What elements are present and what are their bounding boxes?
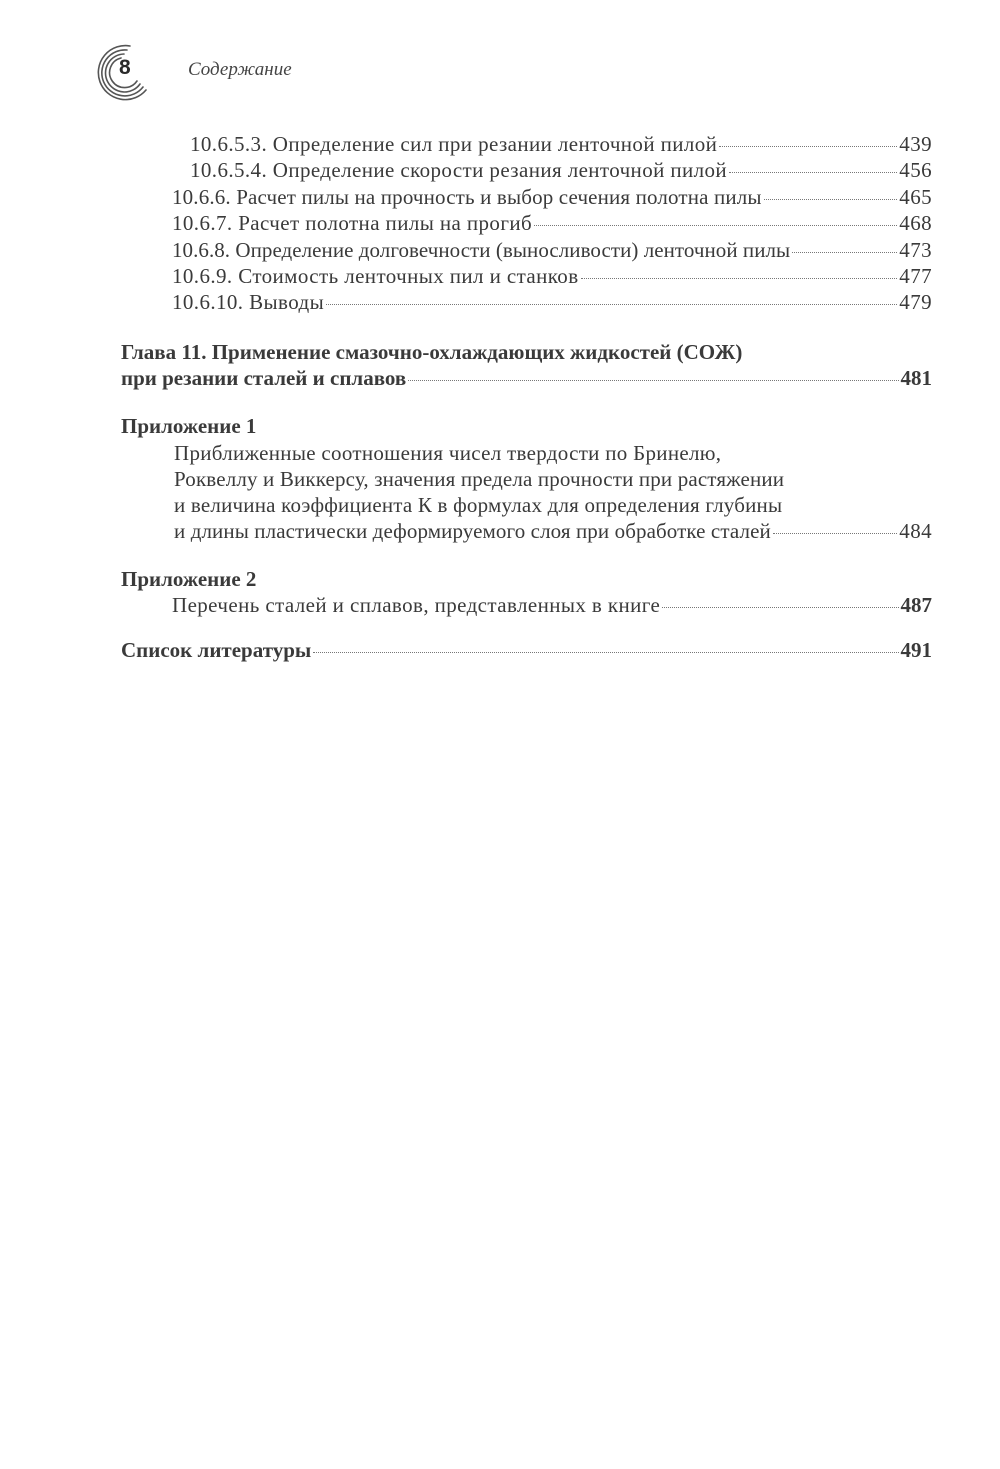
toc-entry-title: 10.6.7. Расчет полотна пилы на прогиб bbox=[172, 211, 533, 235]
toc-entry[interactable] bbox=[172, 184, 932, 210]
dot-leader bbox=[326, 304, 897, 305]
toc-entry-page: 465 bbox=[899, 185, 932, 209]
toc-entry[interactable] bbox=[172, 263, 932, 289]
toc-entry-page: 439 bbox=[899, 132, 932, 156]
appendix-text-line: и величина коэффициента К в формулах для определения глубины bbox=[174, 493, 783, 517]
dot-leader bbox=[773, 533, 897, 534]
toc-entry-page: 456 bbox=[899, 158, 932, 182]
toc-entry[interactable] bbox=[172, 210, 932, 236]
toc-entry[interactable] bbox=[172, 237, 932, 263]
toc-entry-page: 484 bbox=[899, 519, 932, 543]
toc-entry-title: 10.6.9. Стоимость ленточных пил и станков bbox=[172, 264, 579, 288]
toc-entry[interactable] bbox=[190, 131, 932, 157]
toc-entry-title: 10.6.8. Определение долговечности (выносливости) ленточной пилы bbox=[172, 238, 791, 262]
dot-leader bbox=[581, 278, 898, 279]
dot-leader bbox=[534, 225, 897, 226]
dot-leader bbox=[764, 199, 898, 200]
toc-entry-page: 473 bbox=[899, 238, 932, 262]
references-entry[interactable] bbox=[121, 637, 932, 663]
dot-leader bbox=[408, 380, 898, 381]
toc-entry-title: и длины пластически деформируемого слоя при обработке сталей bbox=[174, 519, 771, 543]
toc-entry-title: Перечень сталей и сплавов, представленных в книге bbox=[172, 593, 661, 617]
appendix-heading[interactable]: Приложение 1 bbox=[121, 414, 257, 438]
chapter-heading-continued[interactable] bbox=[121, 365, 932, 391]
toc-entry-page: 479 bbox=[899, 290, 932, 314]
toc-entry-page: 491 bbox=[900, 638, 932, 662]
toc-entry-page: 468 bbox=[899, 211, 932, 235]
appendix-heading[interactable]: Приложение 2 bbox=[121, 567, 257, 591]
toc-entry[interactable] bbox=[172, 289, 932, 315]
appendix-text-line: Роквеллу и Виккерсу, значения предела прочности при растяжении bbox=[174, 467, 785, 491]
dot-leader bbox=[719, 146, 897, 147]
toc-entry-page: 477 bbox=[899, 264, 932, 288]
toc-entry[interactable] bbox=[190, 157, 932, 183]
appendix-entry[interactable] bbox=[172, 592, 932, 618]
dot-leader bbox=[792, 252, 897, 253]
toc-entry-title: Список литературы bbox=[121, 638, 312, 662]
page-number: 8 bbox=[119, 56, 131, 79]
chapter-heading[interactable]: Глава 11. Применение смазочно-охлаждающих жидкостей (СОЖ) bbox=[121, 340, 743, 364]
appendix-last-line[interactable] bbox=[174, 518, 932, 544]
toc-entry-title: 10.6.10. Выводы bbox=[172, 290, 325, 314]
toc-entry-title: 10.6.6. Расчет пилы на прочность и выбор сечения полотна пилы bbox=[172, 185, 762, 209]
dot-leader bbox=[313, 652, 898, 653]
toc-entry-page: 487 bbox=[900, 593, 932, 617]
dot-leader bbox=[662, 607, 898, 608]
toc-entry-title: 10.6.5.3. Определение сил при резании ленточной пилой bbox=[190, 132, 718, 156]
appendix-text-line: Приближенные соотношения чисел твердости по Бринелю, bbox=[174, 441, 722, 465]
toc-entry-title: 10.6.5.4. Определение скорости резания ленточной пилой bbox=[190, 158, 728, 182]
toc-entry-page: 481 bbox=[900, 366, 932, 390]
running-title: Содержание bbox=[188, 59, 292, 80]
toc-entry-title: при резании сталей и сплавов bbox=[121, 366, 407, 390]
dot-leader bbox=[729, 172, 897, 173]
